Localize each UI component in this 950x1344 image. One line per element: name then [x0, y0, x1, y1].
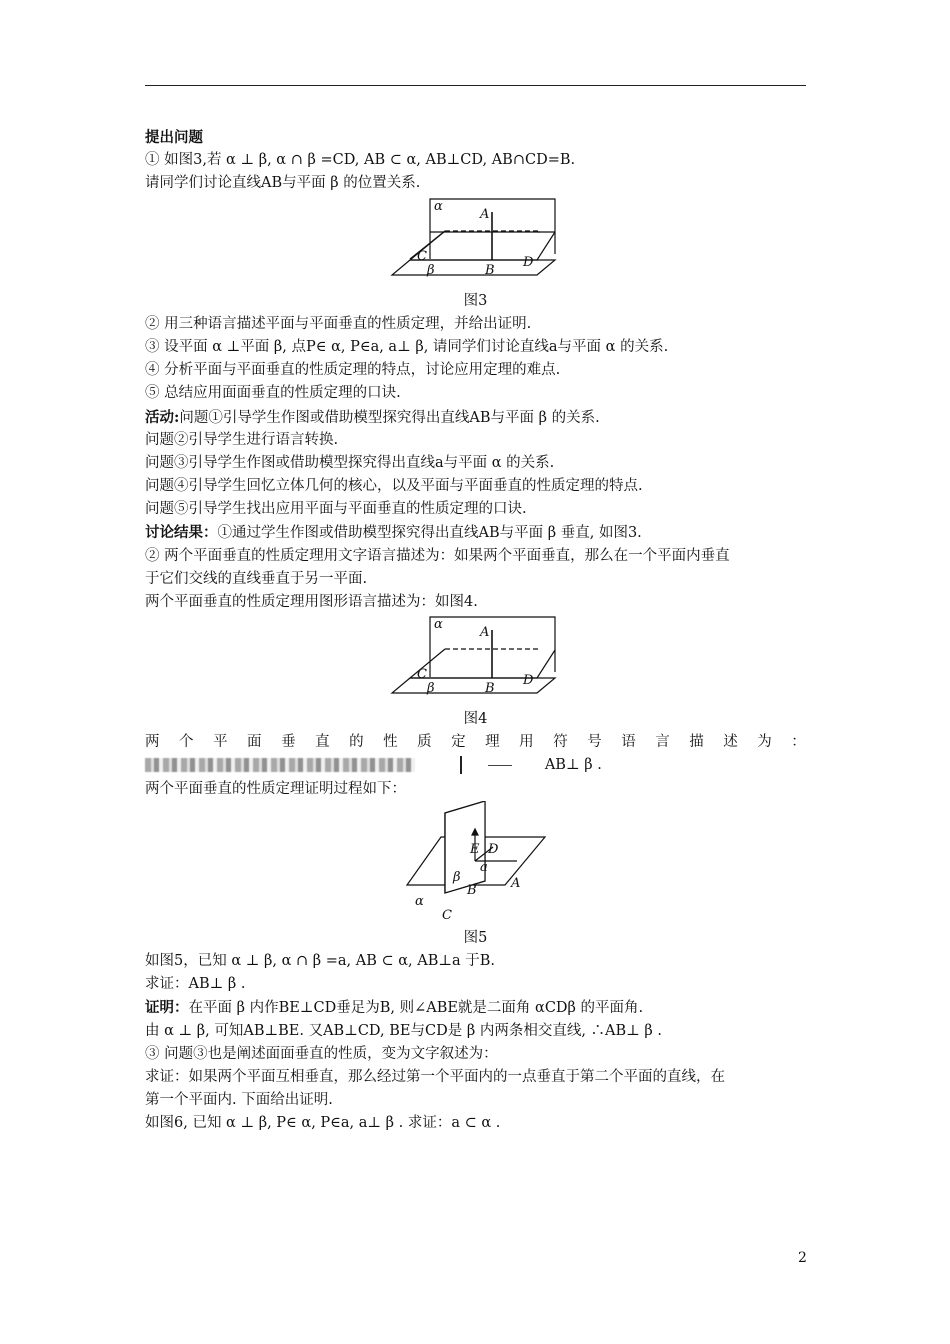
- label-beta: β: [427, 681, 435, 697]
- formula-dash: [488, 765, 512, 766]
- text-line: 如图6, 已知 α ⊥ β, P∈ α, P∈a, a⊥ β . 求证：a ⊂ α .: [145, 1115, 501, 1132]
- activity-line: [145, 406, 806, 429]
- label-A: A: [511, 875, 521, 891]
- char: 两: [145, 734, 160, 751]
- text-line: 两个平面垂直的性质定理用图形语言描述为：如图4.: [145, 594, 478, 610]
- figure-3-diagram: [145, 196, 806, 278]
- discussion-label: 讨论结果：: [145, 524, 218, 542]
- text-line: 问题⑤引导学生找出应用平面与平面垂直的性质定理的口诀.: [145, 501, 527, 518]
- label-D: D: [488, 841, 499, 857]
- char: 号: [587, 734, 602, 751]
- char: 平: [213, 734, 228, 751]
- section-title: 提出问题: [145, 129, 203, 146]
- formula-bar: [460, 756, 462, 774]
- figure-5: [145, 801, 806, 919]
- char: 述: [723, 734, 738, 751]
- discussion-text: ①通过学生作图或借助模型探究得出直线AB与平面 β 垂直, 如图3.: [217, 525, 642, 542]
- char: 个: [179, 734, 194, 751]
- char: 为: [757, 734, 772, 751]
- header-rule: [145, 85, 806, 86]
- label-A: A: [480, 625, 490, 641]
- symbol-formula-line: [145, 754, 806, 777]
- text-line: 两个平面垂直的性质定理证明过程如下：: [145, 780, 406, 797]
- proof-label: 证明：: [145, 999, 189, 1017]
- discussion-line: [145, 521, 806, 544]
- text-line: 问题②引导学生进行语言转换.: [145, 431, 339, 448]
- page-body: [145, 126, 806, 1135]
- proof-line: [145, 996, 806, 1019]
- text-line: ② 用三种语言描述平面与平面垂直的性质定理，并给出证明.: [145, 315, 532, 332]
- char: 性: [383, 734, 398, 751]
- char: 面: [247, 734, 262, 751]
- char: 符: [553, 734, 568, 751]
- figure-4-diagram: [145, 614, 806, 696]
- label-C: C: [417, 667, 427, 683]
- label-C: C: [417, 248, 427, 264]
- symbol-formula-end: AB⊥ β .: [544, 757, 602, 774]
- char: 语: [621, 734, 636, 751]
- figure-3-caption: 图3: [463, 292, 488, 309]
- label-B: B: [467, 882, 477, 898]
- label-B: B: [485, 681, 495, 697]
- figure-5-diagram: [145, 801, 806, 919]
- char: 描: [689, 734, 704, 751]
- label-D: D: [523, 673, 534, 689]
- label-A: A: [480, 206, 490, 222]
- char: 理: [485, 734, 500, 751]
- label-beta: β: [453, 869, 461, 885]
- text-line: 如图5，已知 α ⊥ β, α ∩ β =a, AB ⊂ α, AB⊥a 于B.: [145, 952, 496, 969]
- activity-label: 活动:: [145, 408, 180, 426]
- figure-4: [145, 614, 806, 696]
- char: 直: [315, 734, 330, 751]
- label-alpha: α: [434, 198, 443, 214]
- text-line: ② 两个平面垂直的性质定理用文字语言描述为：如果两个平面垂直，那么在一个平面内垂直: [145, 547, 730, 564]
- char: 定: [451, 734, 466, 751]
- figure-3: [145, 196, 806, 278]
- page-number: 2: [798, 1250, 807, 1266]
- char: ：: [791, 734, 806, 751]
- label-C: C: [442, 907, 452, 919]
- text-line: 求证：如果两个平面互相垂直，那么经过第一个平面内的一点垂直于第二个平面的直线，在: [145, 1068, 725, 1085]
- label-E: E: [470, 841, 480, 857]
- char: 质: [417, 734, 432, 751]
- text-line: 问题③引导学生作图或借助模型探究得出直线a与平面 α 的关系.: [145, 454, 555, 471]
- char: 垂: [281, 734, 296, 751]
- text-line: ④ 分析平面与平面垂直的性质定理的特点，讨论应用定理的难点.: [145, 362, 561, 379]
- label-a: a: [480, 859, 488, 875]
- label-B: B: [485, 262, 495, 278]
- text-line: ① 如图3,若 α ⊥ β, α ∩ β =CD, AB ⊂ α, AB⊥CD, AB∩CD=B.: [145, 152, 576, 169]
- figure-4-caption: 图4: [463, 711, 488, 728]
- activity-text: 问题①引导学生作图或借助模型探究得出直线AB与平面 β 的关系.: [179, 409, 600, 426]
- label-D: D: [523, 254, 534, 270]
- char: 言: [655, 734, 670, 751]
- char: 用: [519, 734, 534, 751]
- label-alpha: α: [434, 617, 443, 633]
- text-line: ③ 设平面 α ⊥平面 β, 点P∈ α, P∈a, a⊥ β, 请同学们讨论直线a与平面 α 的关系.: [145, 338, 669, 355]
- label-alpha: α: [415, 893, 424, 909]
- label-beta: β: [427, 262, 435, 278]
- symbol-statement-line: [145, 731, 806, 754]
- text-line: 请同学们讨论直线AB与平面 β 的位置关系.: [145, 175, 421, 192]
- garbled-formula-image: [145, 758, 415, 772]
- text-line: ⑤ 总结应用面面垂直的性质定理的口诀.: [145, 385, 401, 402]
- text-line: 由 α ⊥ β, 可知AB⊥BE. 又AB⊥CD, BE与CD是 β 内两条相交直线, ∴AB⊥ β .: [145, 1022, 663, 1039]
- text-line: 于它们交线的直线垂直于另一平面.: [145, 570, 368, 587]
- text-line: 问题④引导学生回忆立体几何的核心，以及平面与平面垂直的性质定理的特点.: [145, 478, 643, 495]
- figure-5-caption: 图5: [463, 929, 488, 946]
- text-line: 求证：AB⊥ β .: [145, 976, 246, 993]
- text-line: ③ 问题③也是阐述面面垂直的性质，变为文字叙述为：: [145, 1045, 498, 1062]
- char: 的: [349, 734, 364, 751]
- proof-text: 在平面 β 内作BE⊥CD垂足为B, 则∠ABE就是二面角 αCDβ 的平面角.: [188, 1000, 644, 1017]
- text-line: 第一个平面内. 下面给出证明.: [145, 1092, 333, 1109]
